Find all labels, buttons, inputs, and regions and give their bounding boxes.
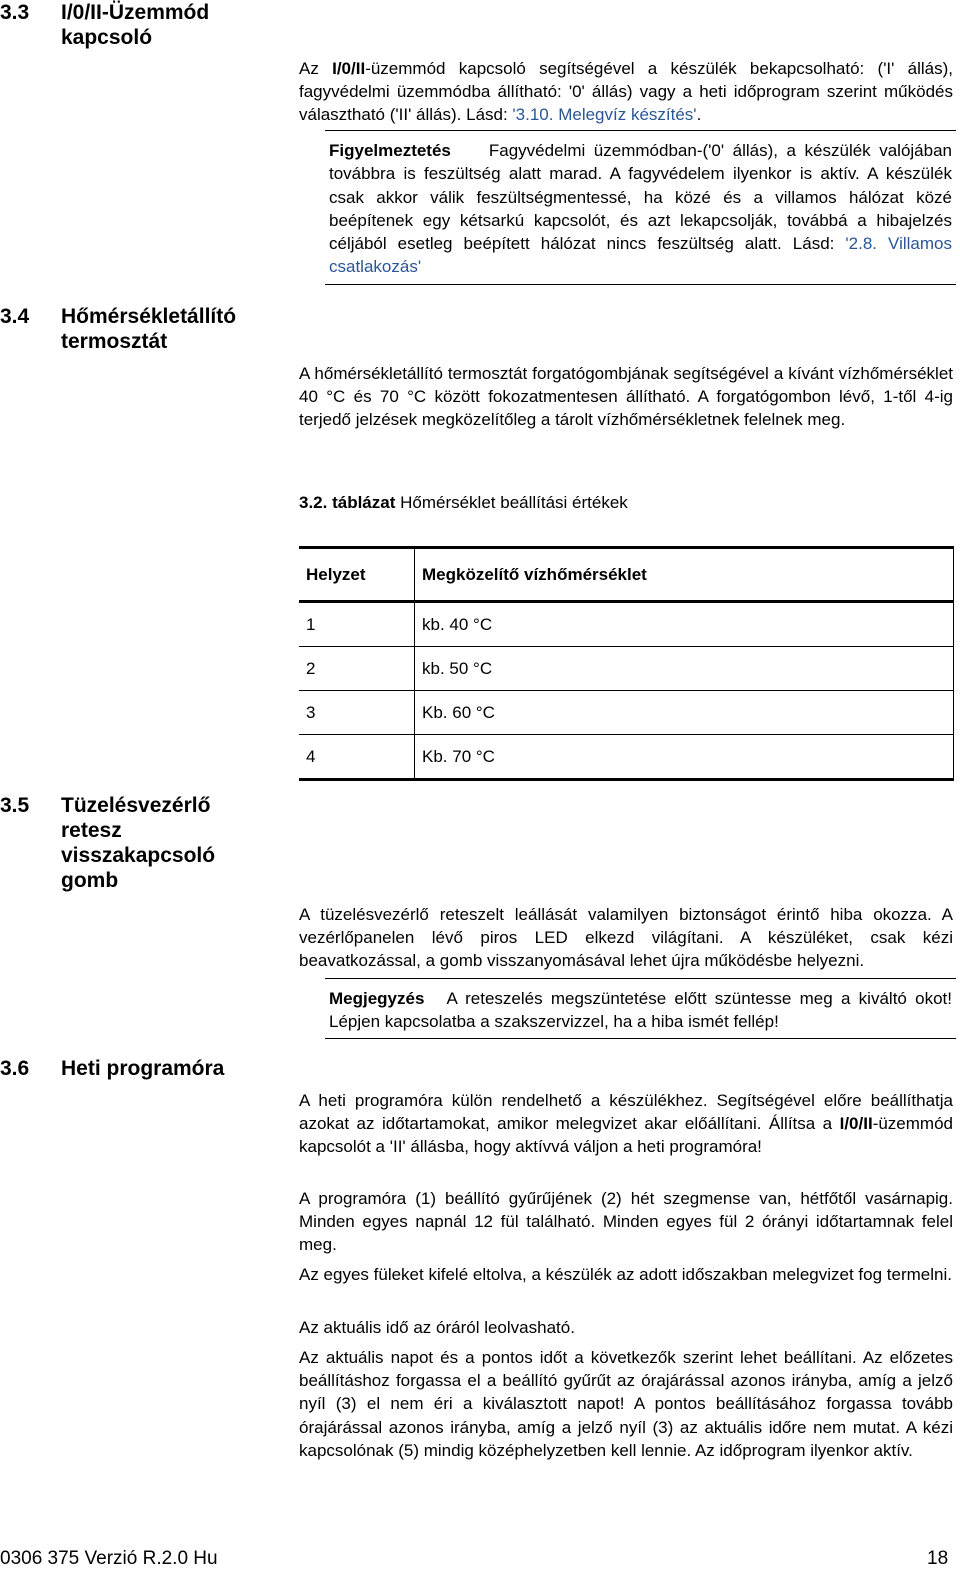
footer-document-id: 0306 375 Verzió R.2.0 Hu	[0, 1548, 218, 1569]
section-3-6-paragraph-3: Az egyes füleket kifelé eltolva, a készülék az adott időszakban melegvizet fog termelni.	[299, 1265, 952, 1284]
section-3-5-paragraph: A tüzelésvezérlő reteszelt leállását valamilyen biztonságot érintő hiba okozza. A vezérlőpanelen lévő piros LED elkezd világítani. A készüléket, csak kézi beavatkozással, a gomb visszanyomásával lehet újra működésbe helyezni.	[299, 905, 953, 971]
section-3-4-paragraph: A hőmérsékletállító termosztát forgatógombjának segítségével a kívánt vízhőmérséklet 40 °C és 70 °C között fokozatmentesen állítható. A forgatógombon lévő, 1-től 4-ig terjedő jelzések megközelítőleg a tárolt vízhőmérsékletnek felelnek meg.	[299, 364, 953, 430]
section-3-6-heading	[0, 1056, 224, 1081]
table-row	[299, 647, 954, 691]
table-cell: 4	[299, 735, 415, 780]
footer-page-number: 18	[927, 1548, 949, 1569]
section-title: Tüzelésvezérlő retesz visszakapcsoló gomb	[61, 794, 216, 892]
section-number: 3.6	[0, 1057, 30, 1080]
table-cell: kb. 50 °C	[415, 647, 954, 691]
table-cell: Kb. 60 °C	[415, 691, 954, 735]
table-row	[299, 691, 954, 735]
link-melegviz-keszites[interactable]: '3.10. Melegvíz készítés'	[512, 105, 697, 125]
table-cell: 1	[299, 602, 415, 647]
link-villamos-csatlakozas[interactable]: '2.8. Villamos csatlakozás'	[329, 234, 952, 277]
section-number: 3.4	[0, 305, 30, 328]
warning-note: Figyelmeztetés Fagyvédelmi üzemmódban-('0' állás), a készülék valójában továbbra is feszültség alatt marad. A fagyvédelem ilyenkor is aktív. A készülék csak akkor válik feszültségmentessé, ha közé és a villamos hálózat közé beépítenek egy kétsarkú kapcsolót, és azt lekapcsolják, továbbá a hibajelzés céljából esetleg beépített hálózat nincs feszültség alatt. Lásd: '2.8. Villamos csatlakozás'	[325, 130, 956, 285]
section-3-3-heading	[0, 0, 209, 50]
table-row	[299, 735, 954, 780]
table-header-cell: Megközelítő vízhőmérséklet	[415, 548, 954, 602]
section-3-3-paragraph: Az I/0/II-üzemmód kapcsoló segítségével a készülék bekapcsolható: ('I' állás), fagyvédelmi üzemmódba állítható: '0' állás) vagy a heti időprogram szerint működés választható ('II' állás). Lásd: '3.10. Melegvíz készítés'.	[299, 59, 954, 125]
table-caption: 3.2. táblázat Hőmérséklet beállítási értékek	[299, 493, 628, 512]
remark-note: Megjegyzés A reteszelés megszüntetése előtt szüntesse meg a kiváltó okot! Lépjen kapcsolatba a szakszervizzel, ha a hiba ismét fellép!	[325, 978, 956, 1039]
section-3-5-heading	[0, 793, 215, 893]
table-header-cell: Helyzet	[299, 548, 415, 602]
remark-label: Megjegyzés	[329, 989, 425, 1008]
section-title: I/0/II-Üzemmód kapcsoló	[61, 1, 210, 49]
section-3-6-paragraph-5: Az aktuális napot és a pontos időt a következők szerint lehet beállítani. Az előzetes beállításhoz forgassa el a beállító gyűrűt az órajárással azonos irányba, amíg a jelző nyíl (3) el nem éri a kiválasztott napot! A pontos beállításához forgassa tovább órajárással azonos irányba, amíg a jelző nyíl (3) az aktuális időre nem mutat. A kézi kapcsolónak (5) mindig középhelyzetben kell lennie. Az időprogram ilyenkor aktív.	[299, 1348, 953, 1460]
table-cell: Kb. 70 °C	[415, 735, 954, 780]
warning-label: Figyelmeztetés	[329, 141, 451, 160]
table-cell: 3	[299, 691, 415, 735]
table-row	[299, 602, 954, 647]
temperature-table	[299, 546, 954, 781]
table-header-row	[299, 548, 954, 602]
section-title: Heti programóra	[61, 1057, 225, 1080]
section-3-6-paragraph-2: A programóra (1) beállító gyűrűjének (2) hét szegmense van, hétfőtől vasárnapig. Minden egyes napnál 12 fül található. Minden egyes fül 2 órányi időtartamnak felel meg.	[299, 1189, 953, 1255]
section-number: 3.5	[0, 794, 30, 817]
section-3-6-paragraph-1: A heti programóra külön rendelhető a készülékhez. Segítségével előre beállíthatja azokat az időtartamokat, amikor melegvizet akar előállítani. Állítsa a I/0/II-üzemmód kapcsolót a 'II' állásba, hogy aktívvá váljon a heti programóra!	[299, 1091, 953, 1157]
table-cell: kb. 40 °C	[415, 602, 954, 647]
section-3-6-paragraph-4: Az aktuális idő az óráról leolvasható.	[299, 1318, 575, 1337]
section-title: Hőmérsékletállító termosztát	[61, 305, 237, 353]
section-number: 3.3	[0, 1, 30, 24]
table-cell: 2	[299, 647, 415, 691]
section-3-4-heading	[0, 304, 236, 354]
